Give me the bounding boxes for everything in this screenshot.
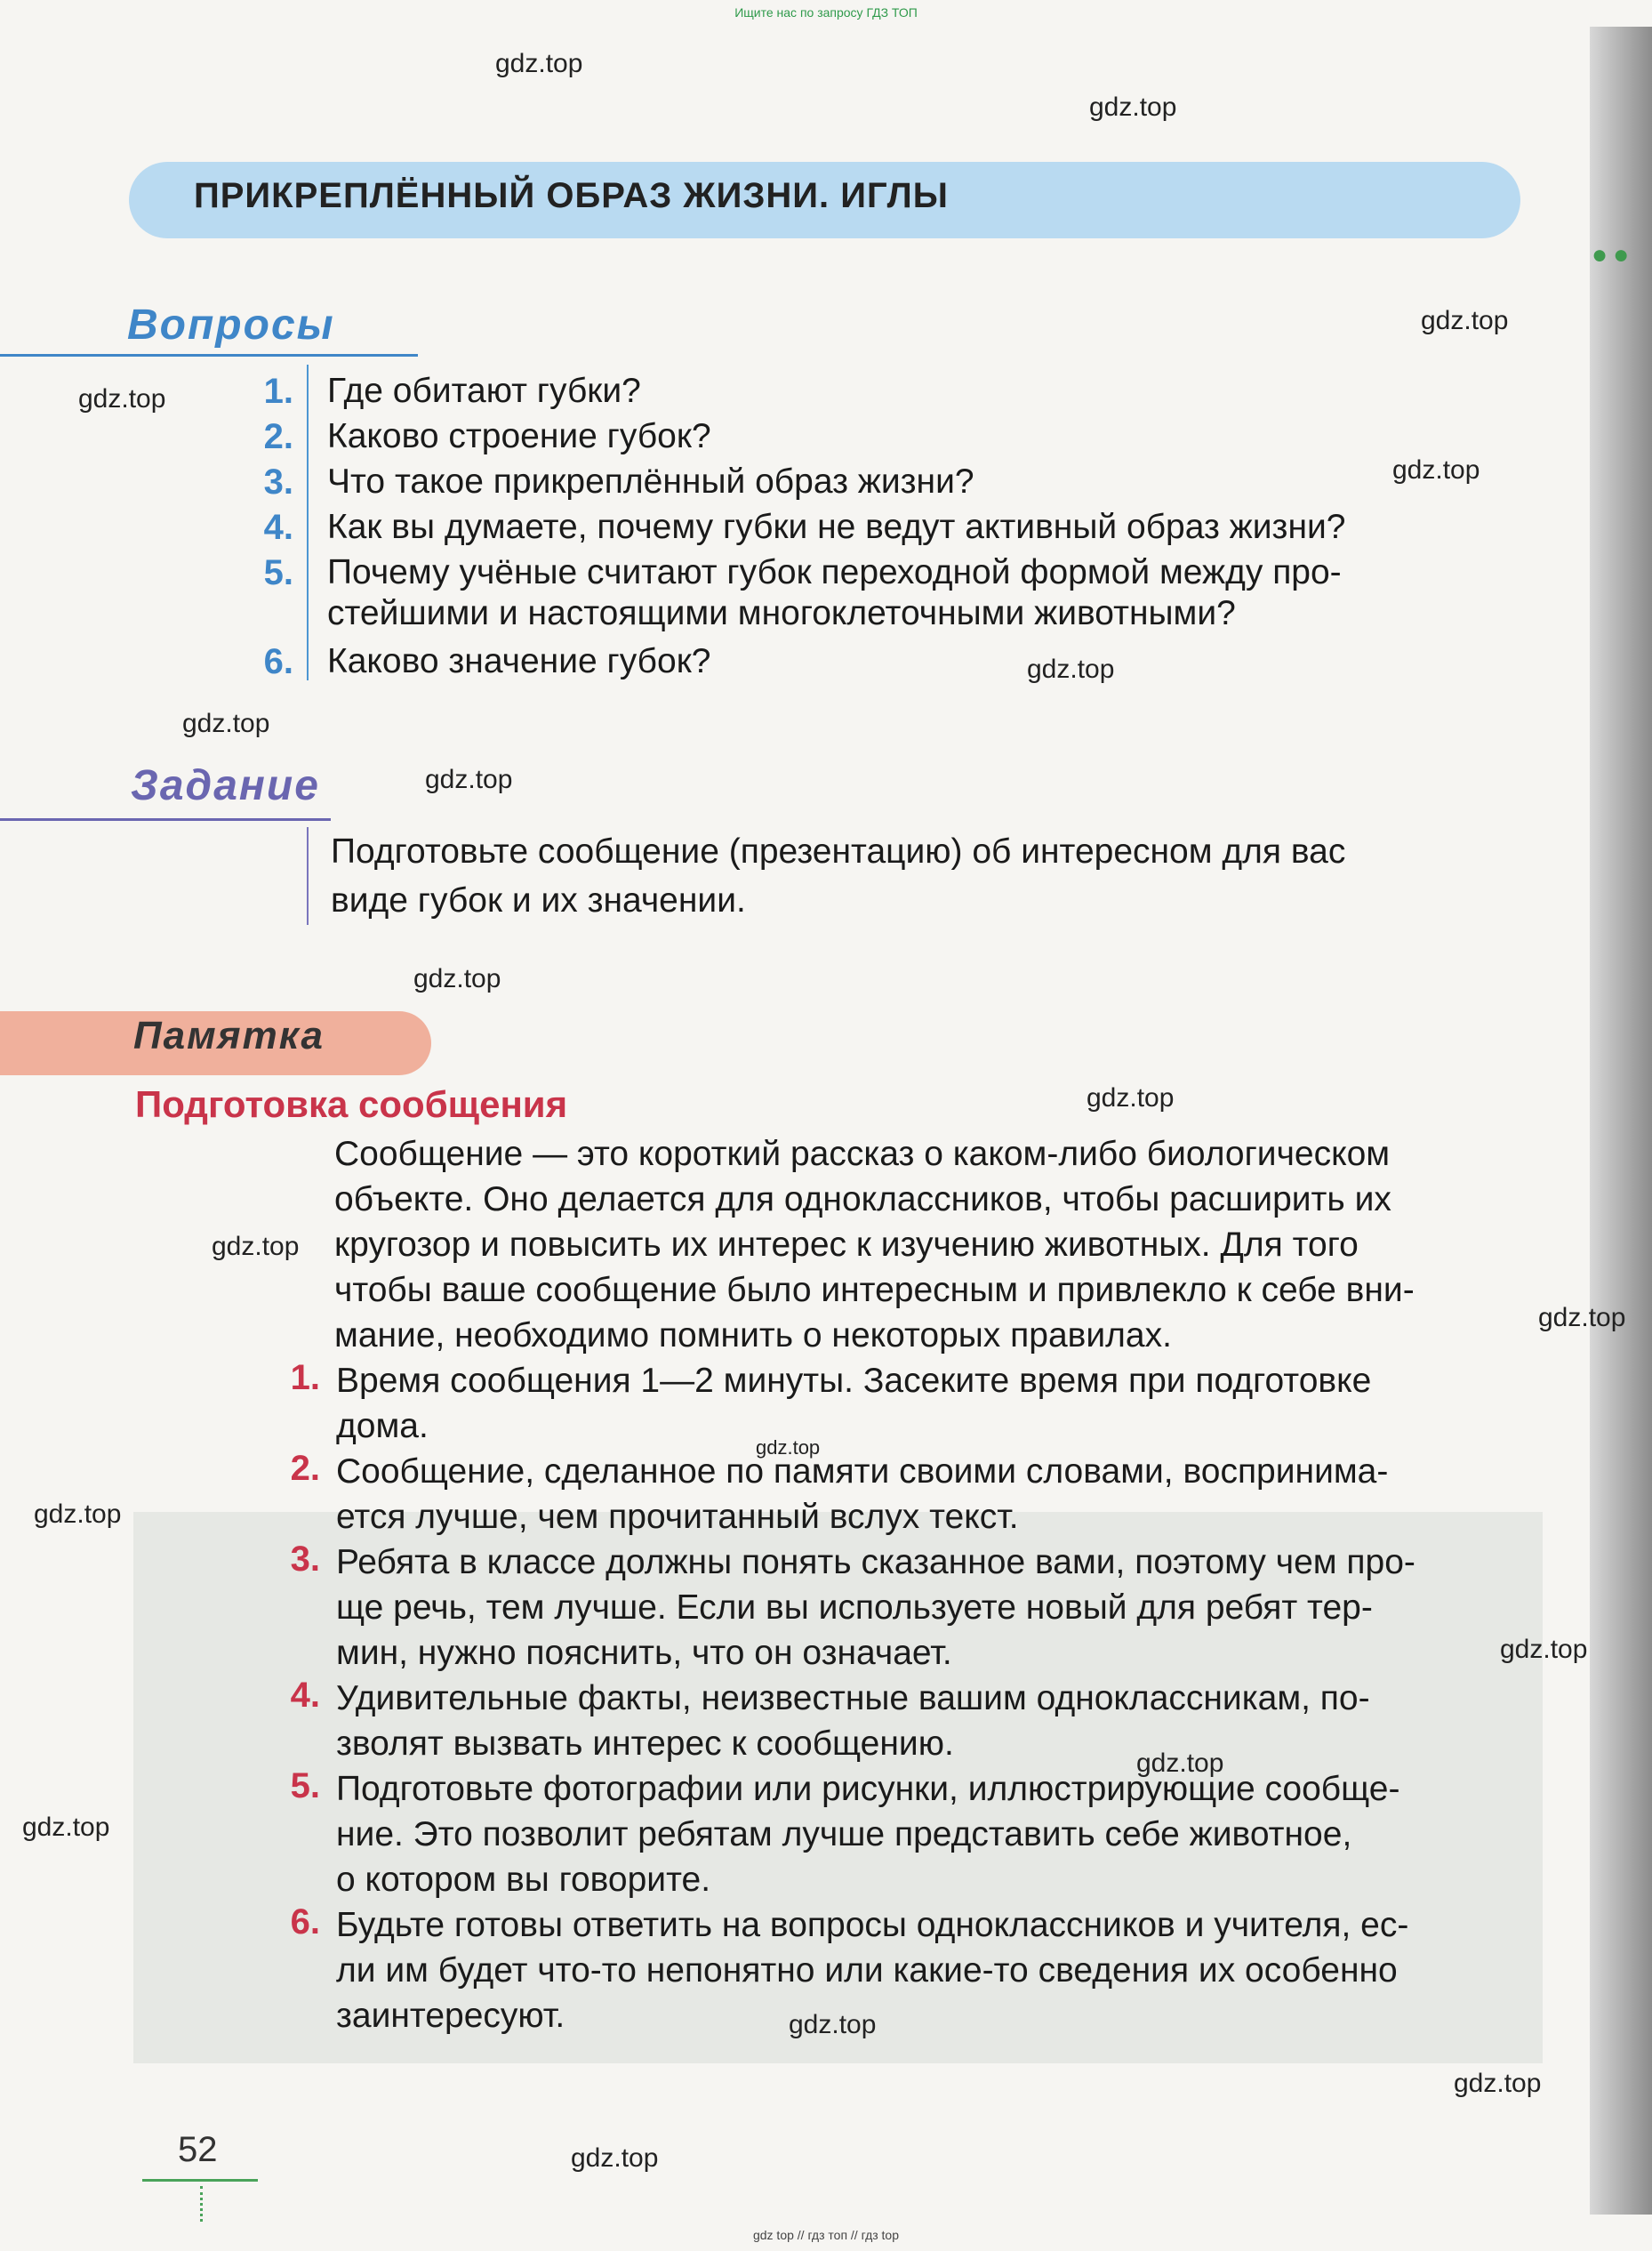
rule-text bbox=[336, 1449, 1388, 1540]
question-text: стейшими и настоящими многоклеточными животными? bbox=[327, 594, 1236, 632]
question-text: Где обитают губки? bbox=[327, 372, 641, 410]
rule-line: зволят вызвать интерес к сообщению. bbox=[336, 1724, 954, 1763]
watermark: gdz.top bbox=[1421, 306, 1509, 335]
question-number: 3. bbox=[263, 462, 293, 502]
watermark: gdz.top bbox=[22, 1813, 110, 1842]
rule-text bbox=[336, 1540, 1415, 1676]
watermark: gdz.top bbox=[78, 384, 166, 414]
intro-line: чтобы ваше сообщение было интересным и привлекло к себе вни- bbox=[334, 1271, 1415, 1309]
intro-line: Сообщение — это короткий рассказ о каком-либо биологическом bbox=[334, 1135, 1391, 1173]
memo-subheading: Подготовка сообщения bbox=[135, 1083, 568, 1125]
rule-number: 2. bbox=[290, 1449, 320, 1488]
questions-rule bbox=[307, 365, 309, 680]
rule-number: 6. bbox=[290, 1902, 320, 1941]
task-heading: Задание bbox=[131, 762, 320, 809]
question-number: 5. bbox=[263, 553, 293, 592]
watermark: gdz.top bbox=[1136, 1749, 1224, 1778]
intro-line: объекте. Оно делается для одноклассников, чтобы расширить их bbox=[334, 1180, 1391, 1218]
watermark: gdz.top bbox=[1087, 1083, 1175, 1113]
rule-line: заинтересуют. bbox=[336, 1997, 565, 2035]
question-text: Каково строение губок? bbox=[327, 417, 711, 455]
watermark: gdz.top bbox=[413, 964, 501, 993]
watermark: gdz.top bbox=[1538, 1303, 1626, 1332]
question-number: 2. bbox=[263, 417, 293, 456]
watermark: gdz.top bbox=[1500, 1635, 1588, 1664]
rule-line: дома. bbox=[336, 1407, 429, 1445]
task-line: Подготовьте сообщение (презентацию) об интересном для вас bbox=[331, 832, 1346, 871]
rule-line: Время сообщения 1—2 минуты. Засеките время при подготовке bbox=[336, 1362, 1372, 1400]
watermark: gdz.top bbox=[212, 1232, 300, 1261]
task-underline bbox=[0, 818, 331, 821]
watermark: gdz.top bbox=[1454, 2069, 1542, 2098]
rule-line: Подготовьте фотографии или рисунки, иллюстрирующие сообще- bbox=[336, 1770, 1400, 1808]
watermark: gdz.top bbox=[182, 709, 270, 738]
rule-line: о котором вы говорите. bbox=[336, 1861, 711, 1899]
question-number: 4. bbox=[263, 508, 293, 547]
rule-line: ется лучше, чем прочитанный вслух текст. bbox=[336, 1498, 1019, 1536]
margin-dots: ●● bbox=[1592, 240, 1635, 269]
questions-underline bbox=[0, 354, 418, 357]
intro-line: мание, необходимо помнить о некоторых правилах. bbox=[334, 1316, 1172, 1355]
watermark: gdz.top bbox=[789, 2010, 877, 2039]
rule-line: Удивительные факты, неизвестные вашим одноклассникам, по- bbox=[336, 1679, 1370, 1717]
page-number-line bbox=[142, 2179, 258, 2182]
questions-heading: Вопросы bbox=[127, 301, 335, 349]
watermark: gdz.top bbox=[756, 1436, 821, 1459]
rule-line: Будьте готовы ответить на вопросы одноклассников и учителя, ес- bbox=[336, 1906, 1409, 1944]
rule-line: Сообщение, сделанное по памяти своими словами, воспринима- bbox=[336, 1452, 1389, 1491]
memo-heading: Памятка bbox=[133, 1014, 325, 1057]
watermark: gdz.top bbox=[1392, 455, 1480, 485]
question-text: Почему учёные считают губок переходной формой между про- bbox=[327, 553, 1342, 591]
task-line: виде губок и их значении. bbox=[331, 881, 746, 920]
watermark: gdz.top bbox=[495, 49, 583, 78]
bottom-note: gdz top // гдз топ // гдз top bbox=[752, 2228, 900, 2242]
page-edge-shadow bbox=[1590, 27, 1652, 2215]
watermark: gdz.top bbox=[425, 765, 513, 794]
watermark: gdz.top bbox=[571, 2143, 659, 2173]
memo-intro bbox=[334, 1131, 1415, 1358]
watermark: gdz.top bbox=[1089, 92, 1177, 122]
rule-text bbox=[336, 1766, 1399, 1902]
page-number: 52 bbox=[178, 2130, 218, 2169]
rule-line: ще речь, тем лучше. Если вы используете новый для ребят тер- bbox=[336, 1588, 1373, 1627]
top-note: Ищите нас по запросу ГДЗ ТОП bbox=[734, 5, 918, 20]
rule-line: мин, нужно пояснить, что он означает. bbox=[336, 1634, 952, 1672]
rule-line: Ребята в классе должны понять сказанное вами, поэтому чем про- bbox=[336, 1543, 1415, 1581]
question-text: Что такое прикреплённый образ жизни? bbox=[327, 462, 974, 501]
question-text: Как вы думаете, почему губки не ведут активный образ жизни? bbox=[327, 508, 1346, 546]
task-rule bbox=[307, 827, 309, 925]
question-number: 6. bbox=[263, 642, 293, 681]
rule-line: ли им будет что-то непонятно или какие-то сведения их особенно bbox=[336, 1951, 1398, 1990]
rule-number: 4. bbox=[290, 1676, 320, 1715]
watermark: gdz.top bbox=[34, 1499, 122, 1529]
question-number: 1. bbox=[263, 372, 293, 411]
rule-line: ние. Это позволит ребятам лучше представить себе животное, bbox=[336, 1815, 1352, 1853]
rule-number: 1. bbox=[290, 1358, 320, 1397]
question-text: Каково значение губок? bbox=[327, 642, 711, 680]
task-text bbox=[331, 827, 1345, 925]
watermark: gdz.top bbox=[1027, 655, 1115, 684]
rule-text bbox=[336, 1358, 1371, 1449]
page-number-dots bbox=[200, 2186, 203, 2222]
page-title: ПРИКРЕПЛЁННЫЙ ОБРАЗ ЖИЗНИ. ИГЛЫ bbox=[194, 176, 949, 215]
rule-number: 3. bbox=[290, 1540, 320, 1579]
intro-line: кругозор и повысить их интерес к изучению животных. Для того bbox=[334, 1226, 1359, 1264]
rule-number: 5. bbox=[290, 1766, 320, 1805]
